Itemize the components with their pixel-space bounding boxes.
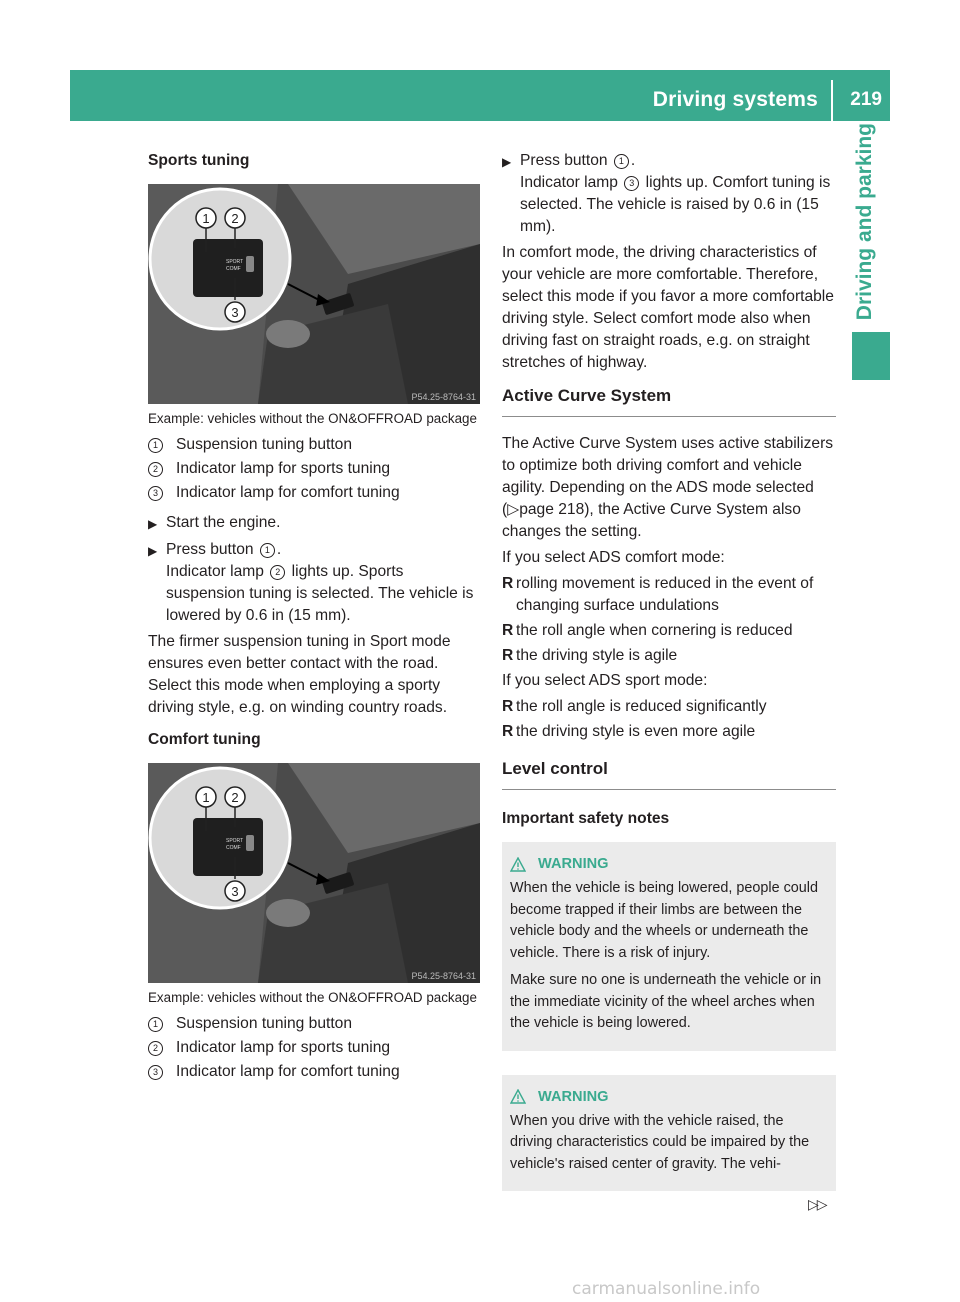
list-item xyxy=(502,721,836,743)
legend-text: Indicator lamp for comfort tuning xyxy=(176,1063,400,1080)
step-arrow-icon: ▶ xyxy=(502,155,512,169)
legend-item xyxy=(148,1061,484,1083)
warning-title-text: WARNING xyxy=(538,856,609,872)
sport-mode-intro: If you select ADS sport mode: xyxy=(502,672,708,689)
step-text: Indicator lamp xyxy=(166,563,264,580)
callout-3: 3 xyxy=(231,884,239,899)
legend-number: 2 xyxy=(148,462,163,477)
legend-item xyxy=(148,1037,484,1059)
step-text: lights up. Sports suspension tuning is selected. The vehicle is lowered by 0.6 in (15 mm). xyxy=(166,563,474,624)
list-item-text: the driving style is agile xyxy=(516,647,678,664)
body-paragraph: The firmer suspension tuning in Sport mode ensures even better contact with the road. Select this mode when employing a sporty driving style, e.g. on winding country roads. xyxy=(148,633,451,716)
bullet-icon: R xyxy=(502,575,514,592)
body-paragraph xyxy=(502,433,836,543)
list-item xyxy=(502,620,836,642)
legend-number: 3 xyxy=(148,1065,163,1080)
chapter-tab-label: Driving and parking xyxy=(853,122,876,320)
step-text: Start the engine. xyxy=(166,514,281,531)
list-item-text: rolling movement is reduced in the event of changing surface undulations xyxy=(516,575,814,614)
warning-box xyxy=(502,1075,836,1192)
list-item xyxy=(502,645,836,667)
chapter-tab xyxy=(840,122,890,320)
legend-text: Indicator lamp for comfort tuning xyxy=(176,484,400,501)
level-control-heading: Level control xyxy=(502,757,836,790)
list-item-text: the roll angle is reduced significantly xyxy=(516,698,767,715)
right-column xyxy=(502,150,836,1215)
warning-text: When the vehicle is being lowered, people could become trapped if their limbs are between the vehicle body and the wheels or underneath the vehicle. There is a risk of injury. xyxy=(510,880,818,961)
inline-number: 2 xyxy=(270,565,285,580)
step-arrow-icon: ▶ xyxy=(148,544,158,558)
instruction-step xyxy=(148,539,484,627)
warning-text: When you drive with the vehicle raised, the driving characteristics could be impaired by the vehicle's raised center of gravity. The vehi- xyxy=(510,1112,810,1172)
callout-2: 2 xyxy=(231,790,239,805)
figure-caption: Example: vehicles without the ON&OFFROAD package xyxy=(148,990,477,1005)
step-text: Press button xyxy=(520,152,608,169)
step-arrow-icon: ▶ xyxy=(148,517,158,531)
bullet-icon: R xyxy=(502,723,514,740)
warning-text: Make sure no one is underneath the vehicle or in the immediate vicinity of the wheel arches when the vehicle is being lowered. xyxy=(510,972,822,1031)
page-ref-arrow-icon: ▷ xyxy=(507,501,520,518)
list-item-text: the roll angle when cornering is reduced xyxy=(516,622,793,639)
step-text: Press button xyxy=(166,541,254,558)
header-bar xyxy=(70,70,890,121)
inline-number: 1 xyxy=(260,543,275,558)
sports-tuning-figure xyxy=(148,184,480,404)
legend-number: 3 xyxy=(148,486,163,501)
warning-title xyxy=(510,1087,828,1107)
switch-label-comf: COMF xyxy=(226,266,241,272)
step-text: lights up. Comfort tuning is selected. The vehicle is raised by 0.6 in (15 mm). xyxy=(520,174,831,235)
legend-text: Suspension tuning button xyxy=(176,436,353,453)
bullet-icon: R xyxy=(502,622,514,639)
step-body xyxy=(520,150,836,238)
step-body xyxy=(166,539,484,627)
section-title: Driving systems xyxy=(652,88,818,111)
active-curve-system-heading: Active Curve System xyxy=(502,384,836,417)
legend-number: 2 xyxy=(148,1041,163,1056)
list-item xyxy=(502,696,836,718)
switch-label-comf: COMF xyxy=(226,845,241,851)
comfort-tuning-heading: Comfort tuning xyxy=(148,731,261,748)
warning-box xyxy=(502,842,836,1051)
paragraph-text: page 218), the Active Curve System also changes the setting. xyxy=(502,501,801,540)
legend-number: 1 xyxy=(148,438,163,453)
chapter-tab-marker xyxy=(852,332,890,380)
callout-1: 1 xyxy=(202,790,210,805)
figure-caption: Example: vehicles without the ON&OFFROAD package xyxy=(148,411,477,426)
step-text: Indicator lamp xyxy=(520,174,618,191)
switch-label-sport: SPORT xyxy=(226,259,244,265)
left-column xyxy=(148,150,484,1085)
step-text: . xyxy=(630,152,636,169)
bullet-icon: R xyxy=(502,698,514,715)
legend-item xyxy=(148,482,484,504)
legend-text: Suspension tuning button xyxy=(176,1015,353,1032)
warning-title-text: WARNING xyxy=(538,1088,609,1105)
body-paragraph: In comfort mode, the driving characteristics of your vehicle are more comfortable. Therefore, select this mode if you favor a more comfortable driving style. Select comfort mode also when driving fast on straight roads, e.g. on straight stretches of highway. xyxy=(502,244,834,371)
list-item-text: the driving style is even more agile xyxy=(516,723,756,740)
legend-text: Indicator lamp for sports tuning xyxy=(176,1039,391,1056)
switch-label-sport: SPORT xyxy=(226,838,244,844)
callout-3: 3 xyxy=(231,305,239,320)
warning-title xyxy=(510,854,828,874)
sports-tuning-heading: Sports tuning xyxy=(148,152,250,169)
comfort-tuning-figure xyxy=(148,763,480,983)
continue-arrows-icon: ▷▷ xyxy=(808,1196,826,1212)
warning-triangle-icon xyxy=(510,857,526,872)
legend-item xyxy=(148,1013,484,1035)
legend-item xyxy=(148,458,484,480)
instruction-step xyxy=(502,150,836,238)
legend-number: 1 xyxy=(148,1017,163,1032)
step-text: . xyxy=(276,541,282,558)
paragraph-text: The Active Curve System uses active stabilizers to optimize both driving comfort and vehicle agility. Depending on the ADS mode selected ( xyxy=(502,435,834,518)
watermark: carmanualsonline.info xyxy=(572,1279,761,1299)
instruction-step xyxy=(148,512,484,535)
inline-number: 1 xyxy=(614,154,629,169)
bullet-icon: R xyxy=(502,647,514,664)
safety-notes-heading: Important safety notes xyxy=(502,810,670,827)
page-number: 219 xyxy=(850,89,882,110)
figure-code: P54.25-8764-31 xyxy=(411,971,476,981)
legend-text: Indicator lamp for sports tuning xyxy=(176,460,391,477)
comfort-mode-intro: If you select ADS comfort mode: xyxy=(502,549,725,566)
legend-item xyxy=(148,434,484,456)
list-item xyxy=(502,573,836,617)
inline-number: 3 xyxy=(624,176,639,191)
callout-1: 1 xyxy=(202,211,210,226)
callout-2: 2 xyxy=(231,211,239,226)
warning-triangle-icon xyxy=(510,1089,526,1104)
figure-code: P54.25-8764-31 xyxy=(411,392,476,402)
header-divider xyxy=(831,80,833,121)
